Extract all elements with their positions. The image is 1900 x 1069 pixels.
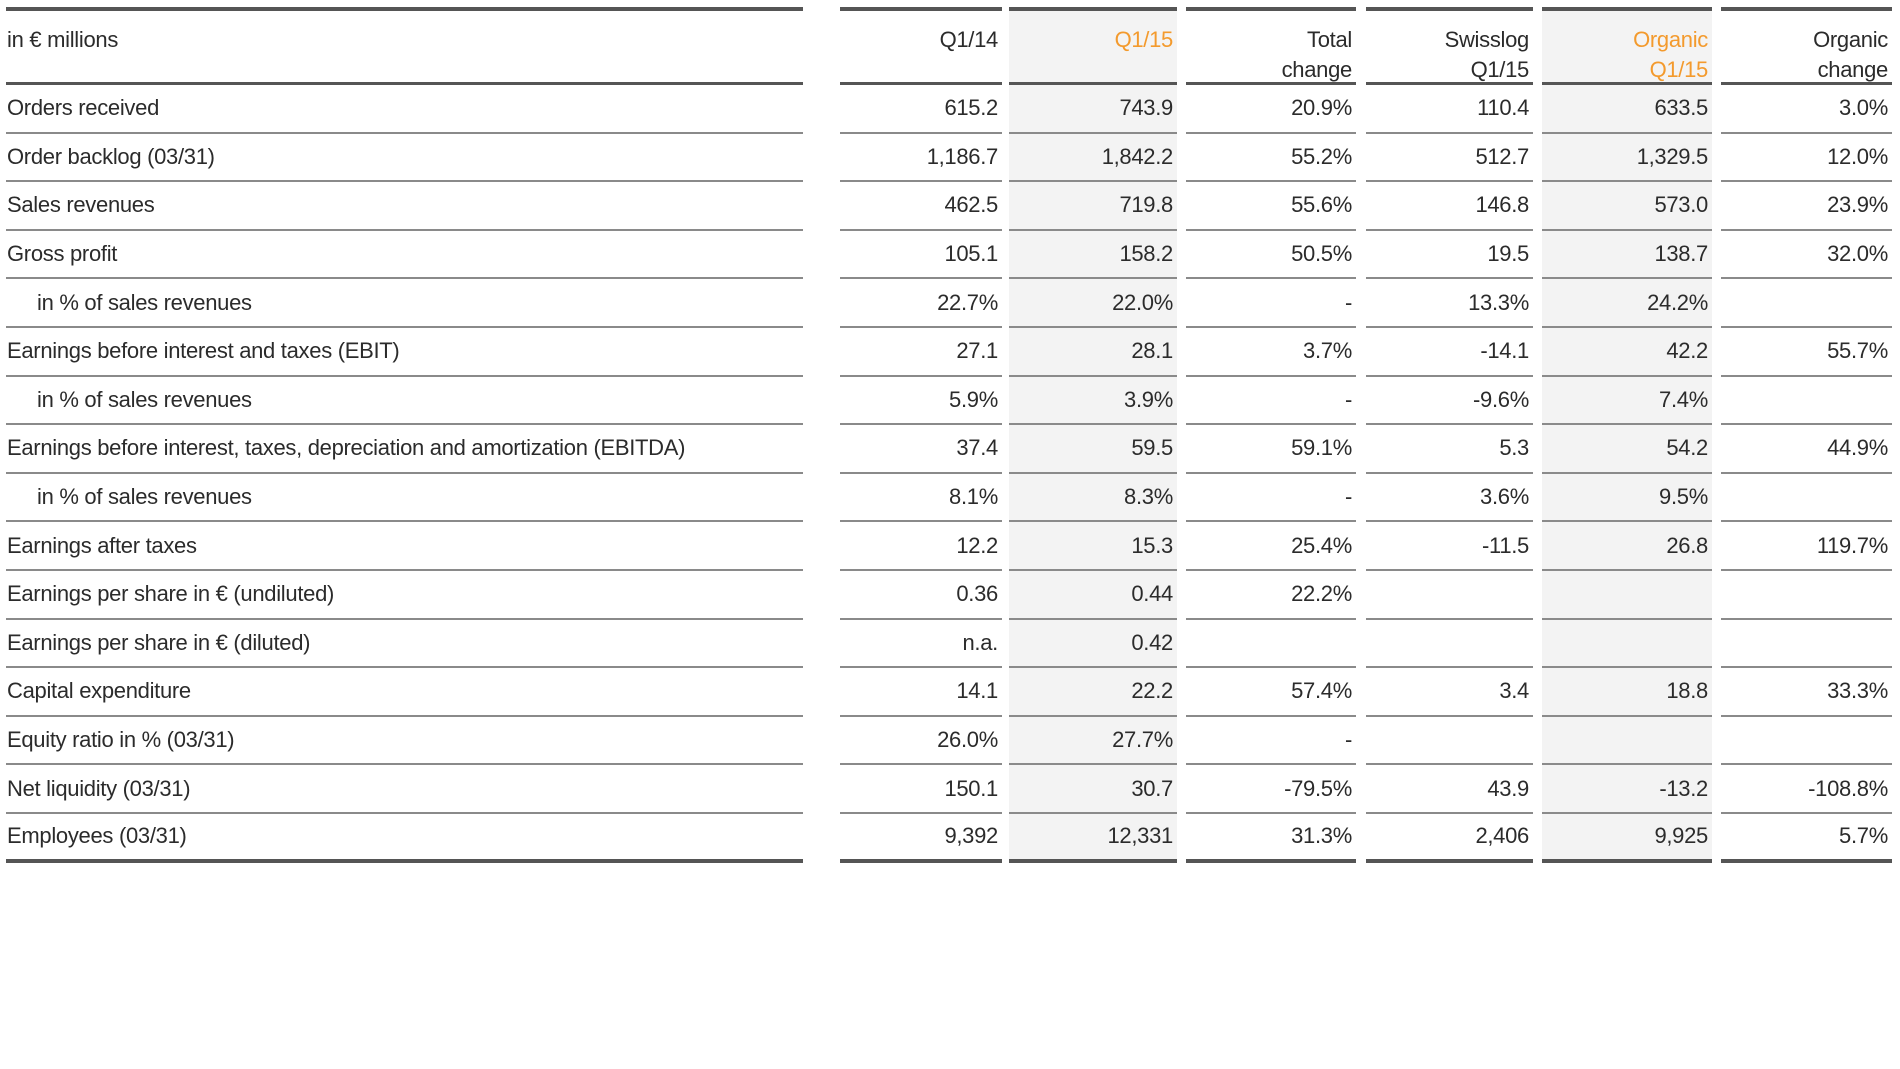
cell-organic: 573.0 (1542, 182, 1712, 231)
table-row (6, 425, 1892, 474)
row-label: Order backlog (03/31) (6, 134, 803, 183)
cell-organic-change: 5.7% (1721, 814, 1892, 863)
header-q1-15: Q1/15 (1009, 7, 1177, 85)
header-organic-q1-15 (1542, 7, 1712, 85)
header-swisslog-text: Swisslog Q1/15 (1444, 27, 1529, 82)
header-swisslog-q1-15 (1366, 7, 1533, 85)
cell-organic-change (1721, 717, 1892, 766)
cell-organic-change: 23.9% (1721, 182, 1892, 231)
cell-total-change: 22.2% (1186, 571, 1356, 620)
cell-total-change: 57.4% (1186, 668, 1356, 717)
cell-organic-change (1721, 620, 1892, 669)
header-organic-change-text: Organic change (1813, 27, 1888, 82)
cell-organic: -13.2 (1542, 765, 1712, 814)
cell-q1-15: 719.8 (1009, 182, 1177, 231)
cell-q1-14: 105.1 (840, 231, 1002, 280)
table-row (6, 765, 1892, 814)
cell-q1-15: 15.3 (1009, 522, 1177, 571)
cell-organic-change: 44.9% (1721, 425, 1892, 474)
cell-swisslog: -11.5 (1366, 522, 1533, 571)
cell-swisslog: 3.6% (1366, 474, 1533, 523)
cell-q1-15: 158.2 (1009, 231, 1177, 280)
header-total-change (1186, 7, 1356, 85)
cell-q1-14: 9,392 (840, 814, 1002, 863)
cell-swisslog: 13.3% (1366, 279, 1533, 328)
cell-q1-14: 1,186.7 (840, 134, 1002, 183)
cell-organic-change (1721, 474, 1892, 523)
table-row (6, 814, 1892, 863)
cell-swisslog: 110.4 (1366, 85, 1533, 134)
cell-swisslog: 19.5 (1366, 231, 1533, 280)
row-label: in % of sales revenues (6, 377, 803, 426)
cell-organic-change: 12.0% (1721, 134, 1892, 183)
cell-organic: 42.2 (1542, 328, 1712, 377)
cell-organic: 138.7 (1542, 231, 1712, 280)
cell-total-change: 55.2% (1186, 134, 1356, 183)
row-label: Equity ratio in % (03/31) (6, 717, 803, 766)
cell-total-change: - (1186, 377, 1356, 426)
row-label: Earnings per share in € (diluted) (6, 620, 803, 669)
table-row (6, 182, 1892, 231)
cell-q1-14: 14.1 (840, 668, 1002, 717)
cell-q1-15: 22.0% (1009, 279, 1177, 328)
cell-organic: 1,329.5 (1542, 134, 1712, 183)
cell-total-change: 31.3% (1186, 814, 1356, 863)
cell-total-change: 25.4% (1186, 522, 1356, 571)
cell-total-change: 20.9% (1186, 85, 1356, 134)
cell-total-change: - (1186, 474, 1356, 523)
cell-organic: 9,925 (1542, 814, 1712, 863)
table-row (6, 571, 1892, 620)
cell-q1-15: 28.1 (1009, 328, 1177, 377)
cell-swisslog (1366, 571, 1533, 620)
cell-organic-change: 32.0% (1721, 231, 1892, 280)
cell-swisslog (1366, 620, 1533, 669)
cell-q1-14: 12.2 (840, 522, 1002, 571)
header-organic-change (1721, 7, 1892, 85)
cell-q1-15: 8.3% (1009, 474, 1177, 523)
cell-organic-change: 55.7% (1721, 328, 1892, 377)
cell-organic: 18.8 (1542, 668, 1712, 717)
header-organic-text: Organic Q1/15 (1633, 27, 1708, 82)
row-label: Earnings before interest, taxes, depreciation and amortization (EBITDA) (6, 425, 803, 474)
cell-organic-change (1721, 279, 1892, 328)
row-label: Earnings before interest and taxes (EBIT) (6, 328, 803, 377)
cell-total-change: - (1186, 717, 1356, 766)
row-label: in % of sales revenues (6, 279, 803, 328)
cell-organic-change: 33.3% (1721, 668, 1892, 717)
cell-q1-14: 26.0% (840, 717, 1002, 766)
row-label: in % of sales revenues (6, 474, 803, 523)
table-row (6, 279, 1892, 328)
cell-organic: 54.2 (1542, 425, 1712, 474)
cell-q1-14: 22.7% (840, 279, 1002, 328)
cell-q1-15: 3.9% (1009, 377, 1177, 426)
cell-q1-14: 615.2 (840, 85, 1002, 134)
cell-total-change: 55.6% (1186, 182, 1356, 231)
cell-swisslog (1366, 717, 1533, 766)
table-row (6, 668, 1892, 717)
cell-q1-15: 59.5 (1009, 425, 1177, 474)
table-body (6, 85, 1892, 863)
cell-swisslog: 5.3 (1366, 425, 1533, 474)
cell-organic-change: -108.8% (1721, 765, 1892, 814)
header-unit-label: in € millions (6, 7, 803, 85)
cell-total-change: 3.7% (1186, 328, 1356, 377)
cell-organic (1542, 620, 1712, 669)
cell-q1-14: 462.5 (840, 182, 1002, 231)
cell-q1-15: 743.9 (1009, 85, 1177, 134)
cell-q1-15: 0.44 (1009, 571, 1177, 620)
cell-organic-change: 3.0% (1721, 85, 1892, 134)
cell-swisslog: 2,406 (1366, 814, 1533, 863)
cell-q1-14: 37.4 (840, 425, 1002, 474)
cell-q1-14: 8.1% (840, 474, 1002, 523)
key-figures-table (6, 7, 1892, 863)
cell-organic: 24.2% (1542, 279, 1712, 328)
cell-q1-14: 27.1 (840, 328, 1002, 377)
cell-organic (1542, 717, 1712, 766)
cell-organic: 9.5% (1542, 474, 1712, 523)
cell-q1-15: 12,331 (1009, 814, 1177, 863)
cell-organic-change: 119.7% (1721, 522, 1892, 571)
cell-swisslog: 512.7 (1366, 134, 1533, 183)
cell-swisslog: -9.6% (1366, 377, 1533, 426)
cell-swisslog: 43.9 (1366, 765, 1533, 814)
header-q1-14: Q1/14 (840, 7, 1002, 85)
cell-total-change: 50.5% (1186, 231, 1356, 280)
cell-q1-15: 1,842.2 (1009, 134, 1177, 183)
cell-total-change (1186, 620, 1356, 669)
table-row (6, 522, 1892, 571)
row-label: Earnings after taxes (6, 522, 803, 571)
table-row (6, 85, 1892, 134)
row-label: Earnings per share in € (undiluted) (6, 571, 803, 620)
table-row (6, 620, 1892, 669)
table-header (6, 7, 1892, 85)
cell-q1-15: 22.2 (1009, 668, 1177, 717)
cell-total-change: 59.1% (1186, 425, 1356, 474)
cell-organic: 7.4% (1542, 377, 1712, 426)
cell-q1-15: 0.42 (1009, 620, 1177, 669)
cell-q1-14: 150.1 (840, 765, 1002, 814)
row-label: Gross profit (6, 231, 803, 280)
cell-q1-15: 30.7 (1009, 765, 1177, 814)
table-row (6, 134, 1892, 183)
table-row (6, 717, 1892, 766)
header-total-change-text: Total change (1281, 27, 1352, 82)
row-label: Employees (03/31) (6, 814, 803, 863)
cell-organic: 26.8 (1542, 522, 1712, 571)
cell-q1-15: 27.7% (1009, 717, 1177, 766)
cell-total-change: - (1186, 279, 1356, 328)
cell-swisslog: 146.8 (1366, 182, 1533, 231)
cell-organic: 633.5 (1542, 85, 1712, 134)
cell-q1-14: 0.36 (840, 571, 1002, 620)
cell-organic-change (1721, 571, 1892, 620)
row-label: Capital expenditure (6, 668, 803, 717)
table-row (6, 377, 1892, 426)
cell-organic-change (1721, 377, 1892, 426)
cell-q1-14: 5.9% (840, 377, 1002, 426)
cell-swisslog: 3.4 (1366, 668, 1533, 717)
table-row (6, 231, 1892, 280)
row-label: Net liquidity (03/31) (6, 765, 803, 814)
table-row (6, 328, 1892, 377)
cell-organic (1542, 571, 1712, 620)
cell-swisslog: -14.1 (1366, 328, 1533, 377)
row-label: Sales revenues (6, 182, 803, 231)
row-label: Orders received (6, 85, 803, 134)
cell-total-change: -79.5% (1186, 765, 1356, 814)
cell-q1-14: n.a. (840, 620, 1002, 669)
table-row (6, 474, 1892, 523)
